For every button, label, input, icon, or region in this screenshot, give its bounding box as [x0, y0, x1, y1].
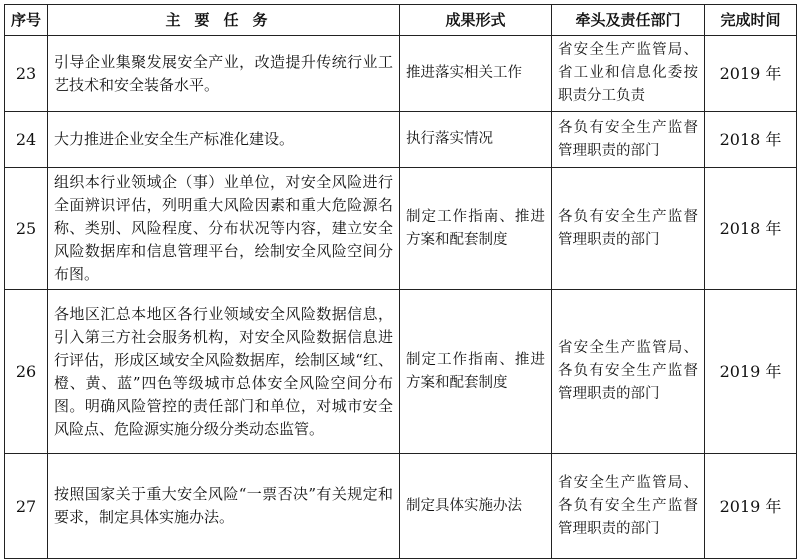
row-no: 26: [5, 290, 48, 454]
row-task: 引导企业集聚发展安全产业，改造提升传统行业工艺技术和安全装备水平。: [48, 36, 400, 112]
row-time: 2018 年: [705, 112, 797, 168]
row-time: 2019 年: [705, 36, 797, 112]
row-task: 按照国家关于重大安全风险“一票否决”有关规定和要求，制定具体实施办法。: [48, 454, 400, 559]
row-task: 组织本行业领域企（事）业单位，对安全风险进行全面辨识评估，列明重大风险因素和重大危险源名称、类别、风险程度、分布状况等内容，建立安全风险数据库和信息管理平台，绘制安全风险空间分布图。: [48, 168, 400, 290]
table-row: [5, 168, 797, 290]
row-no: 23: [5, 36, 48, 112]
row-result: 执行落实情况: [400, 112, 552, 168]
row-result: 推进落实相关工作: [400, 36, 552, 112]
row-dept: 各负有安全生产监督管理职责的部门: [552, 168, 705, 290]
table-row: [5, 290, 797, 454]
row-dept: 各负有安全生产监督管理职责的部门: [552, 112, 705, 168]
row-dept: 省安全生产监管局、各负有安全生产监督管理职责的部门: [552, 290, 705, 454]
row-no: 25: [5, 168, 48, 290]
row-task: 各地区汇总本地区各行业领域安全风险数据信息，引入第三方社会服务机构，对安全风险数据信息进行评估，形成区域安全风险数据库，绘制区域“红、橙、黄、蓝”四色等级城市总体安全风险空间分布图。明确风险管控的责任部门和单位，对城市安全风险点、危险源实施分级分类动态监管。: [48, 290, 400, 454]
row-no: 27: [5, 454, 48, 559]
header-row: [5, 5, 797, 36]
header-task: 主要任务: [48, 5, 400, 36]
header-result: 成果形式: [400, 5, 552, 36]
row-result: 制定具体实施办法: [400, 454, 552, 559]
header-dept: 牵头及责任部门: [552, 5, 705, 36]
row-time: 2019 年: [705, 290, 797, 454]
row-time: 2019 年: [705, 454, 797, 559]
row-result: 制定工作指南、推进方案和配套制度: [400, 290, 552, 454]
table-row: [5, 454, 797, 559]
header-no: 序号: [5, 5, 48, 36]
table-row: [5, 36, 797, 112]
row-dept: 省安全生产监管局、各负有安全生产监督管理职责的部门: [552, 454, 705, 559]
row-no: 24: [5, 112, 48, 168]
tasks-table: [4, 4, 797, 559]
row-result: 制定工作指南、推进方案和配套制度: [400, 168, 552, 290]
row-task: 大力推进企业安全生产标准化建设。: [48, 112, 400, 168]
row-dept: 省安全生产监管局、省工业和信息化委按职责分工负责: [552, 36, 705, 112]
header-time: 完成时间: [705, 5, 797, 36]
row-time: 2018 年: [705, 168, 797, 290]
table-row: [5, 112, 797, 168]
